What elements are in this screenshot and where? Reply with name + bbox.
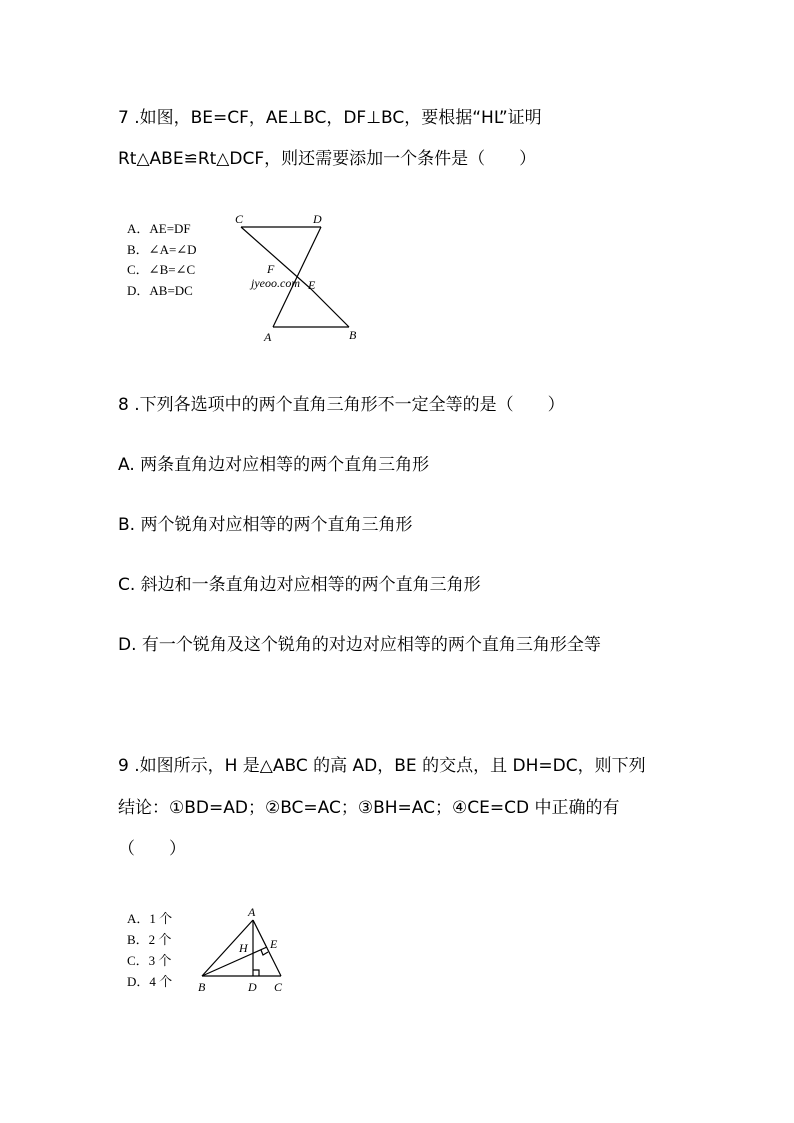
q9-stem-line2: 结论：①BD=AD；②BC=AC；③BH=AC；④CE=CD 中正确的有 bbox=[118, 798, 620, 818]
q7-watermark: jyeoo.com bbox=[251, 276, 300, 290]
q7-stem-line1: 7 .如图，BE=CF，AE⊥BC，DF⊥BC，要根据“HL”证明 bbox=[118, 108, 542, 128]
q9-right-angle-d bbox=[253, 970, 259, 976]
q9-label-a: A bbox=[248, 905, 256, 919]
q7-label-a: A bbox=[264, 330, 272, 344]
q7-label-c: C bbox=[235, 212, 244, 226]
q8-option-b: B. 两个锐角对应相等的两个直角三角形 bbox=[118, 515, 413, 535]
q9-right-angle-e bbox=[261, 950, 268, 955]
q9-label-c: C bbox=[274, 980, 283, 994]
q7-option-b: B．∠A=∠D bbox=[127, 242, 197, 257]
q7-label-b: B bbox=[349, 328, 357, 342]
q9-stem-line3: （ ） bbox=[118, 839, 186, 859]
q8-stem: 8 .下列各选项中的两个直角三角形不一定全等的是（ ） bbox=[118, 395, 565, 415]
q8-option-d: D. 有一个锐角及这个锐角的对边对应相等的两个直角三角形全等 bbox=[118, 635, 601, 655]
q7-label-f: F bbox=[267, 262, 275, 276]
q9-label-b: B bbox=[198, 980, 206, 994]
q8-option-a: A. 两条直角边对应相等的两个直角三角形 bbox=[118, 455, 430, 475]
q8-option-c: C. 斜边和一条直角边对应相等的两个直角三角形 bbox=[118, 575, 481, 595]
q9-stem-line1: 9 .如图所示，H 是△ABC 的高 AD，BE 的交点，且 DH=DC，则下列 bbox=[118, 756, 646, 776]
q7-option-c: C．∠B=∠C bbox=[127, 262, 196, 277]
q7-option-d: D．AB=DC bbox=[127, 283, 193, 298]
q9-label-e: E bbox=[270, 937, 278, 951]
q7-stem-line2: Rt△ABE≌Rt△DCF，则还需要添加一个条件是（ ） bbox=[118, 149, 537, 169]
q9-label-h: H bbox=[239, 941, 248, 955]
q9-figure bbox=[195, 900, 295, 1000]
q7-segment-eb bbox=[311, 289, 349, 327]
q9-segment-be bbox=[202, 947, 267, 976]
q9-label-d: D bbox=[248, 980, 257, 994]
q9-option-a: A．1 个 bbox=[127, 911, 173, 926]
q7-option-a: A．AE=DF bbox=[127, 221, 191, 236]
q9-option-d: D．4 个 bbox=[127, 974, 173, 989]
q7-figure bbox=[225, 205, 365, 350]
q9-option-c: C．3 个 bbox=[127, 953, 172, 968]
q7-label-e: E bbox=[308, 278, 316, 292]
q7-label-d: D bbox=[313, 212, 322, 226]
q9-option-b: B．2 个 bbox=[127, 932, 172, 947]
